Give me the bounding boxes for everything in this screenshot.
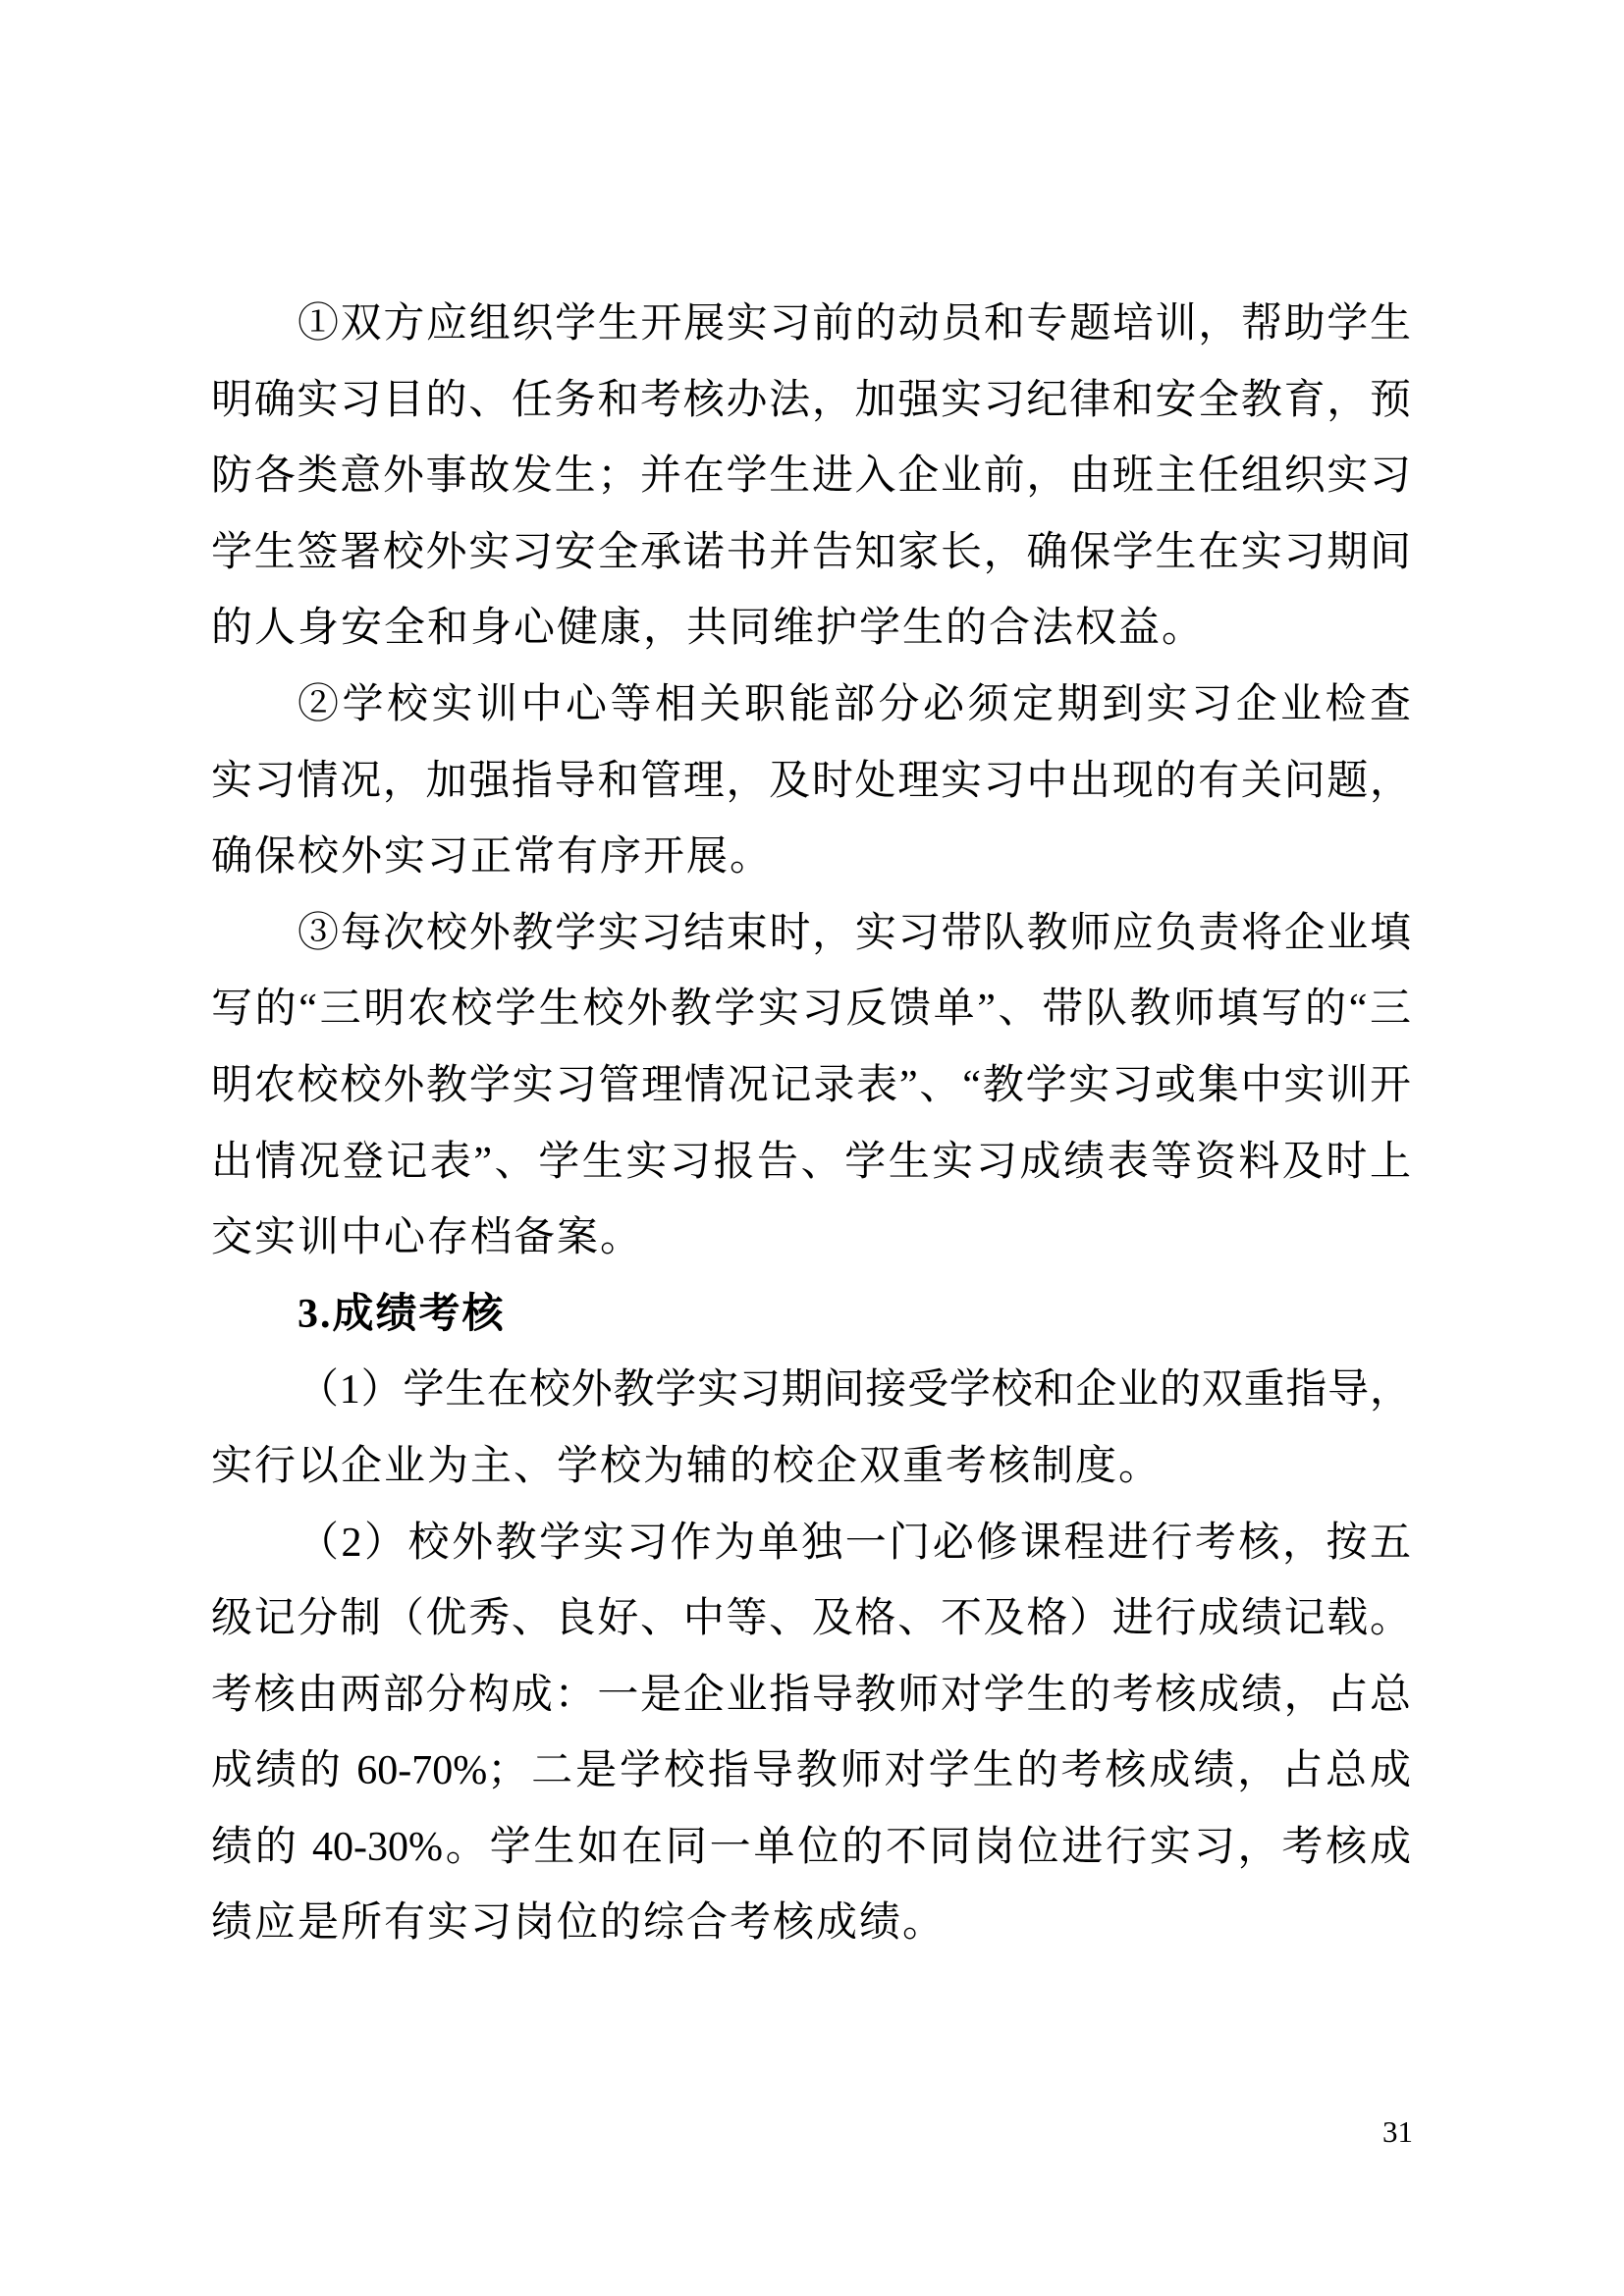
text-line: 交实训中心存档备案。 <box>211 1215 644 1261</box>
text-line: （2）校外教学实习作为单独一门必修课程进行考核，按五 <box>298 1520 1411 1566</box>
text-line: 明确实习目的、任务和考核办法，加强实习纪律和安全教育，预 <box>211 377 1411 423</box>
page-number: 31 <box>1382 2114 1413 2149</box>
text-line: 防各类意外事故发生；并在学生进入企业前，由班主任组织实习 <box>211 454 1411 500</box>
paragraph-1 <box>211 287 1411 667</box>
text-line: 写的“三明农校学生校外教学实习反馈单”、带队教师填写的“三 <box>211 987 1411 1033</box>
paragraph-4 <box>211 1353 1411 1505</box>
text-line: 明农校校外教学实习管理情况记录表”、“教学实习或集中实训开 <box>211 1062 1411 1108</box>
paragraph-3 <box>211 896 1411 1277</box>
text-line: 绩的 40-30%。学生如在同一单位的不同岗位进行实习，考核成 <box>211 1824 1411 1870</box>
text-line: ③每次校外教学实习结束时，实习带队教师应负责将企业填 <box>298 910 1411 956</box>
document-body <box>211 287 1411 1962</box>
text-line: 出情况登记表”、学生实习报告、学生实习成绩表等资料及时上 <box>211 1139 1411 1185</box>
text-line: 的人身安全和身心健康，共同维护学生的合法权益。 <box>211 606 1206 652</box>
text-line: 考核由两部分构成：一是企业指导教师对学生的考核成绩，占总 <box>211 1672 1411 1718</box>
text-line: 实行以企业为主、学校为辅的校企双重考核制度。 <box>211 1443 1163 1489</box>
paragraph-5 <box>211 1506 1411 1963</box>
paragraph-2 <box>211 667 1411 896</box>
text-line: 绩应是所有实习岗位的综合考核成绩。 <box>211 1900 947 1947</box>
section-heading: 3.成绩考核 <box>298 1291 506 1337</box>
text-line: ②学校实训中心等相关职能部分必须定期到实习企业检查 <box>298 681 1411 727</box>
text-line: 学生签署校外实习安全承诺书并告知家长，确保学生在实习期间 <box>211 529 1411 575</box>
text-line: 实习情况，加强指导和管理，及时处理实习中出现的有关问题， <box>211 758 1411 804</box>
text-line: ①双方应组织学生开展实习前的动员和专题培训，帮助学生 <box>298 301 1411 347</box>
text-line: 确保校外实习正常有序开展。 <box>211 834 774 881</box>
text-line: 级记分制（优秀、良好、中等、及格、不及格）进行成绩记载。 <box>211 1596 1411 1642</box>
text-line: （1）学生在校外教学实习期间接受学校和企业的双重指导， <box>298 1367 1411 1414</box>
text-line: 成绩的 60-70%；二是学校指导教师对学生的考核成绩，占总成 <box>211 1748 1411 1794</box>
